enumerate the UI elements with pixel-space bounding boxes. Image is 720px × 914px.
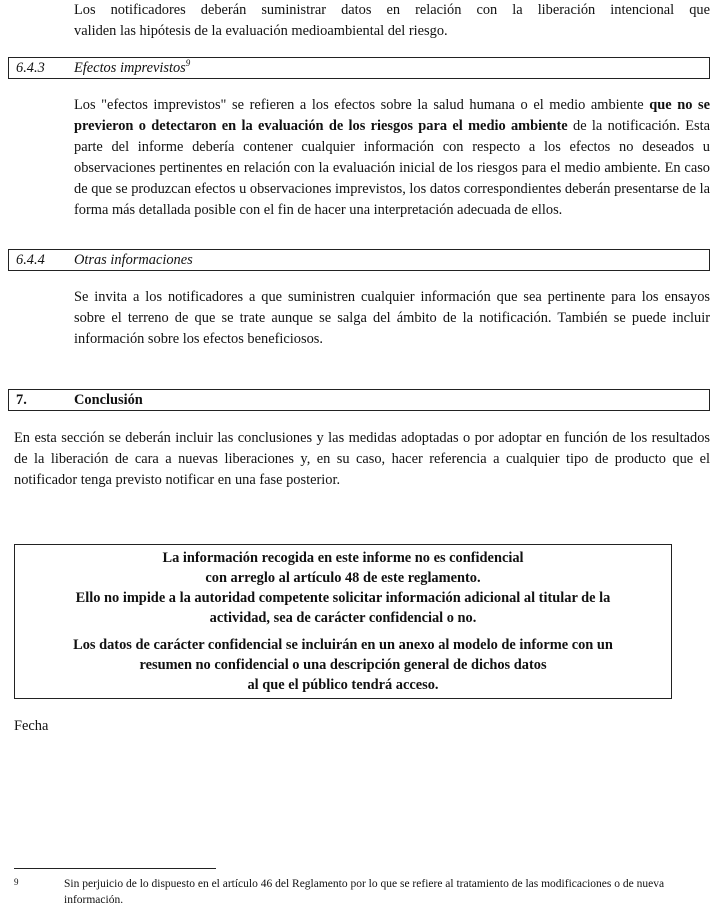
notice-paragraph-2 (15, 635, 671, 695)
section-title: Otras informaciones (74, 252, 193, 268)
footnote-reference: 9 (185, 58, 191, 69)
section-number: 6.4.4 (16, 252, 45, 268)
notice-line: Los datos de carácter confidencial se incluirán en un anexo al modelo de informe con un (73, 637, 613, 653)
paragraph-start: Los "efectos imprevistos" se refieren a los efectos sobre la salud humana o el medio ambiente (74, 97, 644, 113)
notice-line: con arreglo al artículo 48 de este reglamento. (205, 570, 481, 586)
section-7-paragraph: En esta sección se deberán incluir las conclusiones y las medidas adoptadas o por adoptar en función de los resultados de la liberación de cara a nuevas liberaciones y, en su caso, hacer referencia a cualquier tipo de producto que el notificador tenga previsto notificar en una fase posterior. (14, 430, 710, 488)
section-title-text: Efectos imprevistos (74, 60, 186, 76)
paragraph-bold-text: que no se previeron o detectaron en la evaluación de los riesgos para el medio ambiente (74, 97, 710, 134)
notice-paragraph-1 (15, 548, 671, 628)
section-6-4-3-paragraph (74, 95, 710, 221)
paragraph-rest: de la notificación. Esta parte del informe debería contener cualquier información con respecto a los efectos no deseados u observaciones pertinentes en relación con la evaluación inicial de los riesgos para el medio ambiente. En caso de que se produzcan efectos u observaciones imprevistos, los datos correspondientes deberán presentarse de la forma más detallada posible con el fin de hacer una interpretación adecuada de ellos. (74, 118, 710, 218)
section-title (74, 58, 190, 78)
section-heading-6-4-3 (8, 57, 710, 79)
notice-line: La información recogida en este informe no es confidencial (162, 550, 524, 566)
section-heading-7 (8, 389, 710, 411)
section-number: 7. (16, 392, 27, 408)
intro-paragraph (74, 0, 710, 42)
date-label: Fecha (14, 718, 49, 734)
intro-line-1: Los notificadores deberán suministrar datos en relación con la liberación intencional que (74, 2, 710, 18)
notice-line: al que el público tendrá acceso. (247, 677, 439, 693)
intro-line-2: validen las hipótesis de la evaluación medioambiental del riesgo. (74, 23, 448, 39)
section-number: 6.4.3 (16, 60, 45, 76)
section-6-4-4-paragraph: Se invita a los notificadores a que suministren cualquier información que sea pertinente para los ensayos sobre el terreno de que se trate aunque se salga del ámbito de la notificación. También se puede incluir información sobre los efectos beneficiosos. (74, 289, 710, 347)
notice-line: actividad, sea de carácter confidencial o no. (209, 610, 477, 626)
section-title: Conclusión (74, 392, 143, 408)
footnote-separator (14, 868, 216, 869)
notice-line: Ello no impide a la autoridad competente solicitar información adicional al titular de la (75, 590, 611, 606)
footnote-mark: 9 (14, 877, 19, 887)
notice-line: resumen no confidencial o una descripción general de dichos datos (139, 657, 547, 673)
confidentiality-notice-box (14, 544, 672, 699)
footnote-text: Sin perjuicio de lo dispuesto en el artículo 46 del Reglamento por lo que se refiere al tratamiento de las modificaciones o de nueva información. (64, 878, 665, 906)
section-heading-6-4-4 (8, 249, 710, 271)
